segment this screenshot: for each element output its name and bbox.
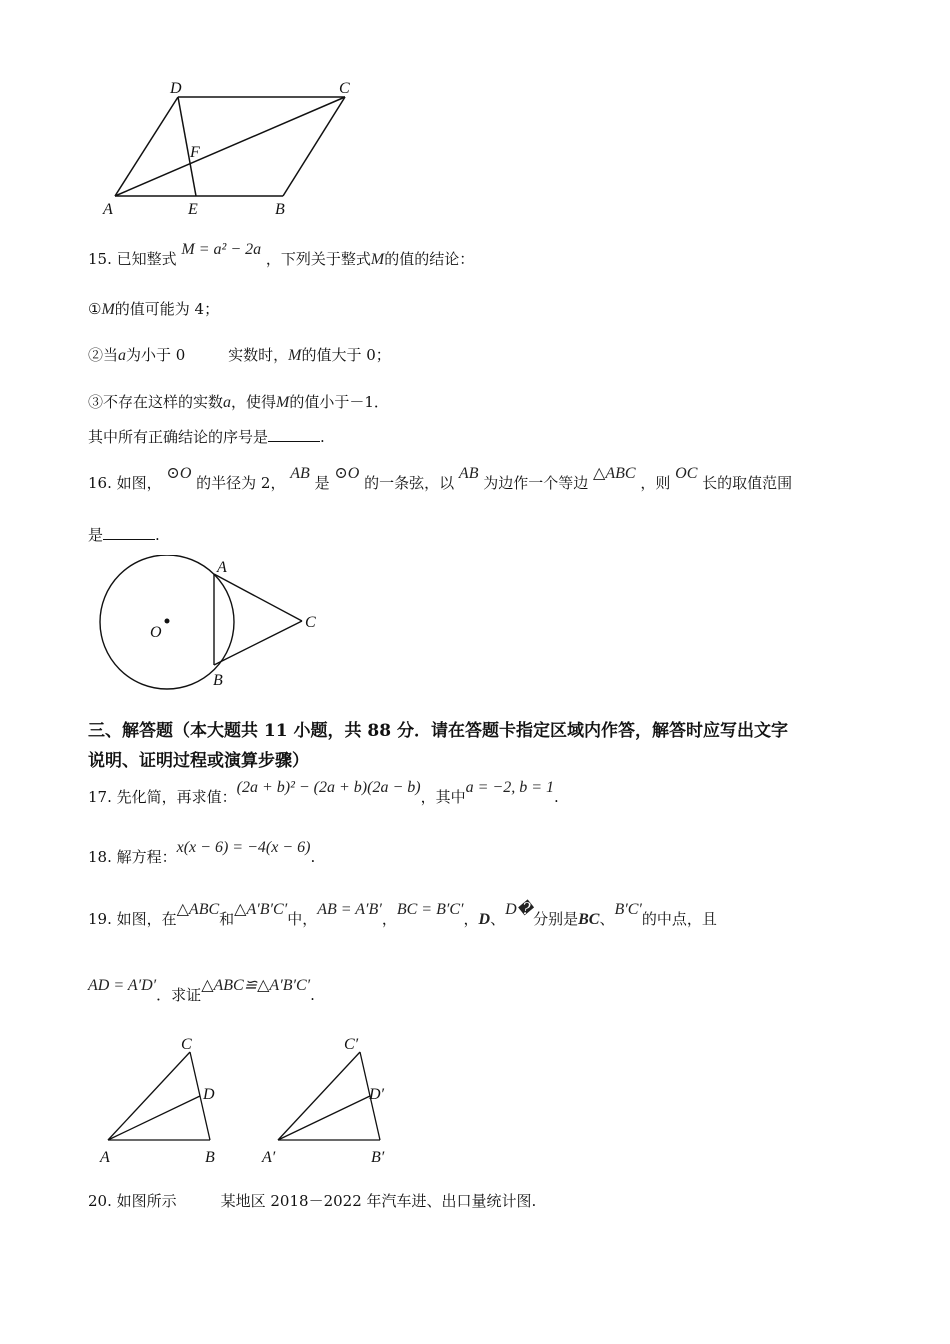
center-dot [165,619,170,624]
q15-ask: 其中所有正确结论的序号是 [88,428,269,446]
label-O: O [150,624,162,641]
q16-circle-o2: ⊙O [334,465,360,482]
q16-circle-o: ⊙O [166,465,192,482]
segment-AC [214,574,302,621]
label-D: D [170,80,182,97]
q19-eq2: BC = B′C′ [396,901,464,918]
q19-tri2: △A′B′C′ [234,901,288,918]
segment-BC [283,97,345,196]
q18-equation: x(x − 6) = −4(x − 6) [176,839,311,856]
tri2-AD [278,1096,370,1140]
q18-end: . [310,848,316,866]
question-20 [88,1190,536,1211]
answer-blank[interactable] [268,440,320,442]
q16-end: . [155,526,160,544]
c2-tail: 的值大于 0； [301,346,391,364]
label-F: F [190,144,200,161]
c1-text: 的值可能为 4； [114,300,220,318]
q16-ab: AB [290,465,310,482]
label-B: B [275,201,285,215]
segment-BC [214,621,302,665]
q19-conclusion: △ABC≌△A′B′C′ [201,977,311,994]
c3-tail: 的值小于－1． [289,393,389,411]
q15-number: 15. 已知整式 [88,250,177,268]
label-A: A [217,559,227,576]
c3-var2: M [276,394,290,411]
q15-tail: 的值的结论： [384,250,475,268]
q16-triangle: △ABC [593,465,636,482]
tri2-AC [278,1052,360,1140]
question-17 [88,779,559,807]
label-C: C [181,1036,192,1053]
q16-line-2 [88,524,160,545]
segment-AC [115,97,345,196]
q16-t5: ，则 [640,474,671,492]
section-heading: 三、解答题（本大题共 11 小题，共 88 分．请在答题卡指定区域内作答，解答时应写出文字 [88,721,788,741]
q15-ask-end: . [320,428,325,446]
c3-prefix: ③不存在这样的实数 [88,393,224,411]
c2-mid: 为小于 0 [126,346,186,364]
q16-line2-text: 是 [88,526,104,544]
label-B: B [213,672,223,689]
triangles-figure [95,1035,405,1170]
q20-number: 20. 如图所示 [88,1192,177,1210]
label-A: A [103,201,113,215]
q19-sep2: 、 [599,910,615,928]
q17-mid: ，其中 [420,788,466,806]
c2-prefix: ②当 [88,346,119,364]
label-Dp: D′ [369,1086,385,1103]
c3-mid: ，使得 [231,393,277,411]
q16-t4: 为边作一个等边 [483,474,589,492]
tri1-AC [108,1052,190,1140]
q16-ab2: AB [458,465,479,482]
q19-t1: 分别是 [533,910,579,928]
label-A: A [100,1149,110,1166]
q17-end: . [553,788,559,806]
q19-d: D [478,911,491,928]
label-Cp: C′ [344,1036,359,1053]
q15-text: ，下列关于整式 [265,250,371,268]
question-15 [88,241,475,269]
tri1-AD [108,1096,200,1140]
c1-var: M [101,301,115,318]
c2-gap: 实数时， [228,346,289,364]
q19-end: . [310,986,315,1004]
c1-prefix: ① [88,300,102,318]
circle-triangle-figure [95,555,335,695]
q16-t1: 的半径为 2， [196,474,286,492]
q17-expression: (2a + b)² − (2a + b)(2a − b) [236,779,421,796]
label-Bp: B′ [371,1149,385,1166]
q15-var: M [370,251,385,268]
q15-conclusion-3 [88,391,389,412]
label-Ap: A′ [262,1149,276,1166]
q19-eq3: AD = A′D′ [88,977,157,994]
segment-AD [115,97,178,196]
q16-t3: 的一条弦，以 [364,474,455,492]
section-heading-line2: 说明、证明过程或演算步骤） [88,751,309,771]
label-E: E [188,201,198,215]
q15-conclusion-1 [88,298,219,319]
q19-eq1: AB = A′B′ [317,901,382,918]
c3-var: a [223,394,232,411]
q19-bcp: B′C′ [614,901,642,918]
parallelogram-figure [95,75,375,215]
q16-t2: 是 [314,474,330,492]
q15-conclusion-2 [88,344,391,365]
q19-comma2: ， [463,910,479,928]
q19-comma1: ， [381,910,397,928]
answer-blank[interactable] [103,538,155,540]
q16-t6: 长的取值范围 [702,474,793,492]
question-16 [88,465,793,493]
c2-var: a [118,347,127,364]
q19-prove: ．求证 [156,986,202,1004]
q15-expression: M = a² − 2a [181,241,262,258]
q19-tri1: △ABC [176,901,220,918]
c2-var2: M [288,347,302,364]
q15-question [88,426,325,447]
q19-line-2 [88,977,315,1005]
q19-bc: BC [578,911,600,928]
q19-in: 中， [287,910,318,928]
label-C: C [339,80,350,97]
q16-oc: OC [675,465,698,482]
q17-number: 17. 先化简，再求值： [88,788,237,806]
q17-condition: a = −2, b = 1 [465,779,554,796]
q19-number: 19. 如图，在 [88,910,177,928]
q19-t2: 的中点，且 [641,910,717,928]
label-B: B [205,1149,215,1166]
label-C: C [305,614,316,631]
q20-text: 某地区 2018－2022 年汽车进、出口量统计图. [220,1192,537,1210]
q16-number: 16. 如图， [88,474,162,492]
question-19 [88,901,717,929]
q19-and: 和 [219,910,235,928]
q19-sep: 、 [490,910,506,928]
q19-dp: D� [505,901,534,918]
q18-number: 18. 解方程： [88,848,177,866]
label-D: D [203,1086,215,1103]
question-18 [88,839,316,867]
